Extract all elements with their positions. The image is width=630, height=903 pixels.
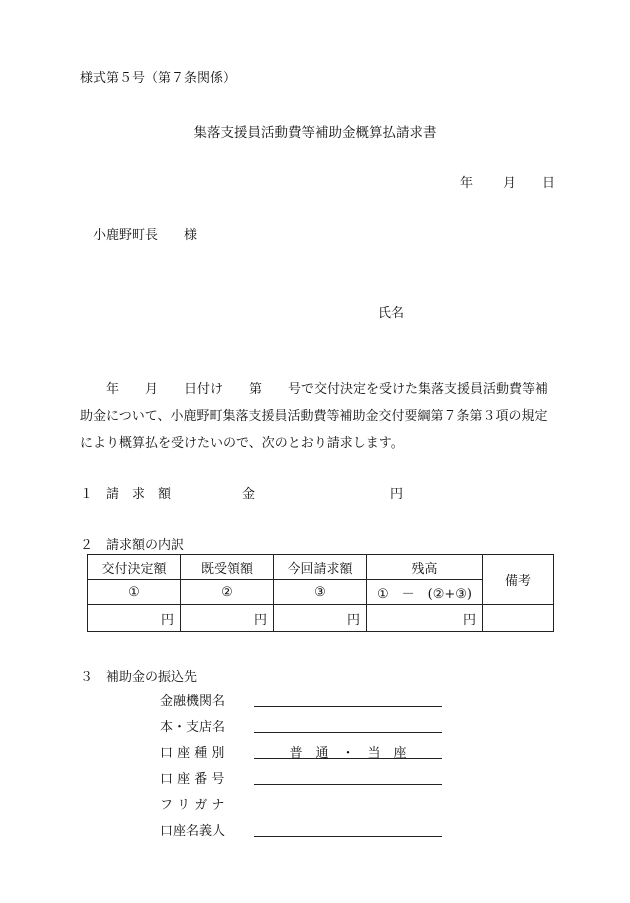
col-header-balance: 残高 (367, 555, 483, 580)
form-number: 様式第５号（第７条関係） (80, 71, 237, 86)
body-line-1: 年 月 日付け 第 号で交付決定を受けた集落支援員活動費等補 (80, 382, 549, 397)
table-header-row (88, 555, 554, 580)
body-line-3: により概算払を受けたいので、次のとおり請求します。 (80, 436, 404, 451)
bank-name-row (160, 690, 450, 712)
table-amount-row (88, 605, 554, 632)
section3-label: ３ 補助金の振込先 (80, 670, 198, 685)
amount-cell-received: 円 (181, 605, 274, 632)
account-holder-label: 口座名義人 (160, 824, 226, 839)
amount-kin-label: 金 (242, 487, 256, 502)
date-year-label: 年 (460, 176, 474, 191)
col-header-current-request: 今回請求額 (274, 555, 367, 580)
request-body-text (80, 376, 564, 457)
document-title: 集落支援員活動費等補助金概算払請求書 (193, 125, 437, 141)
account-number-field[interactable] (254, 784, 442, 785)
amount-cell-grant: 円 (88, 605, 181, 632)
account-type-label: 口 座 種 別 (160, 746, 225, 761)
furigana-row (160, 794, 450, 816)
addressee: 小鹿野町長 様 (93, 228, 198, 243)
col-mark-1: ① (88, 580, 181, 605)
body-line-2: 助金について、小鹿野町集落支援員活動費等補助金交付要綱第７条第３項の規定 (80, 409, 548, 424)
col-mark-2: ② (181, 580, 274, 605)
section2-label: ２ 請求額の内訳 (80, 538, 185, 553)
col-header-remarks: 備考 (483, 555, 554, 605)
col-mark-3: ③ (274, 580, 367, 605)
account-number-label: 口 座 番 号 (160, 772, 225, 787)
breakdown-table (87, 554, 554, 632)
account-type-row (160, 742, 450, 764)
amount-cell-remarks (483, 605, 554, 632)
bank-name-field[interactable] (254, 706, 442, 707)
col-mark-balance-formula: ① － (②+③) (367, 580, 483, 605)
date-month-label: 月 (503, 176, 517, 191)
account-type-options[interactable]: 普 通 ・ 当 座 (289, 746, 407, 761)
furigana-label: フ リ ガ ナ (160, 798, 225, 813)
account-holder-row (160, 820, 450, 842)
branch-name-field[interactable] (254, 732, 442, 733)
date-day-label: 日 (542, 176, 556, 191)
amount-cell-balance: 円 (367, 605, 483, 632)
section-request-amount (80, 483, 404, 502)
applicant-name-label: 氏名 (378, 306, 405, 321)
account-holder-field[interactable] (254, 836, 442, 837)
branch-name-label: 本・支店名 (160, 720, 226, 735)
date-line (460, 172, 555, 191)
section1-label: １ 請 求 額 (80, 487, 172, 502)
amount-yen-label: 円 (390, 487, 404, 502)
account-number-row (160, 768, 450, 790)
bank-name-label: 金融機関名 (160, 694, 226, 709)
col-header-grant-decision: 交付決定額 (88, 555, 181, 580)
branch-name-row (160, 716, 450, 738)
amount-cell-current: 円 (274, 605, 367, 632)
account-type-underline (254, 758, 442, 759)
col-header-received: 既受領額 (181, 555, 274, 580)
